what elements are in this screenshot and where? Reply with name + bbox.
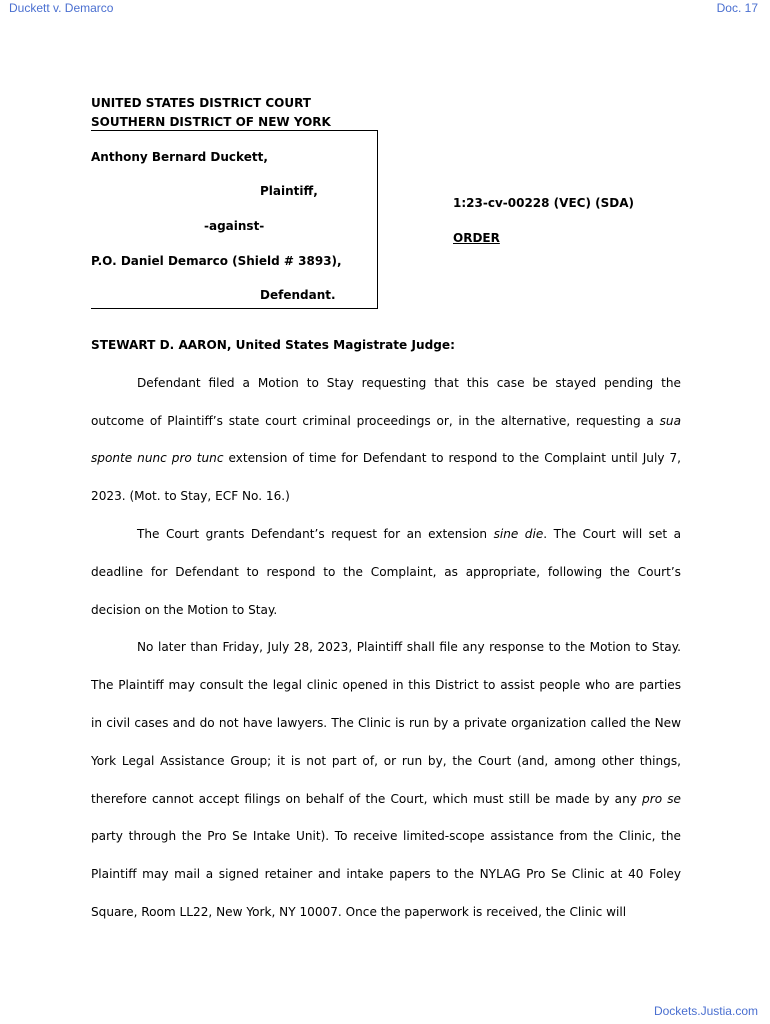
paragraph-2-text-b: . The Court will set a deadline for Defendant to respond to the Complaint, as appropriate, following the Court’s decision on the Motion to Stay. bbox=[91, 526, 682, 617]
plaintiff-role: Plaintiff, bbox=[260, 184, 318, 198]
paragraph-1 bbox=[91, 365, 681, 516]
paragraph-2-text-a: The Court grants Defendant’s request for an extension bbox=[137, 526, 494, 541]
paragraph-2-italic: sine die bbox=[493, 526, 544, 541]
court-heading bbox=[91, 94, 331, 132]
plaintiff-name: Anthony Bernard Duckett, bbox=[91, 150, 268, 164]
paragraph-1-text-a: Defendant filed a Motion to Stay requesting that this case be stayed pending the outcome of Plaintiff’s state court criminal proceedings or, in the alternative, requesting a bbox=[91, 375, 681, 428]
defendant-role: Defendant. bbox=[260, 288, 336, 302]
source-footer-link[interactable]: Dockets.Justia.com bbox=[653, 1004, 758, 1018]
paragraph-2 bbox=[91, 516, 681, 629]
case-title-link[interactable]: Duckett v. Demarco bbox=[9, 1, 114, 15]
case-caption-box bbox=[91, 130, 378, 309]
court-district: SOUTHERN DISTRICT OF NEW YORK bbox=[91, 115, 331, 129]
document-type: ORDER bbox=[453, 231, 500, 245]
versus-label: -against- bbox=[204, 219, 265, 233]
court-name: UNITED STATES DISTRICT COURT bbox=[91, 96, 311, 110]
paragraph-3 bbox=[91, 629, 681, 931]
case-number: 1:23-cv-00228 (VEC) (SDA) bbox=[453, 196, 634, 210]
defendant-name: P.O. Daniel Demarco (Shield # 3893), bbox=[91, 254, 342, 268]
paragraph-3-text-b: party through the Pro Se Intake Unit). To receive limited-scope assistance from the Clinic, the Plaintiff may mail a signed retainer and intake papers to the NYLAG Pro Se Clinic at 40 Foley Square, Room LL22, New York, NY 10007. Once the paperwork is received, the Clinic will bbox=[91, 829, 681, 919]
order-body bbox=[91, 327, 681, 932]
document-number-link[interactable]: Doc. 17 bbox=[716, 1, 758, 15]
paragraph-3-italic: pro se bbox=[642, 791, 681, 806]
paragraph-1-text-b: extension of time for Defendant to respond to the Complaint until July 7, 2023. (Mot. to Stay, ECF No. 16.) bbox=[91, 451, 681, 504]
judge-line: STEWART D. AARON, United States Magistrate Judge: bbox=[91, 338, 455, 352]
paragraph-3-text-a: No later than Friday, July 28, 2023, Plaintiff shall file any response to the Motion to Stay. The Plaintiff may consult the legal clinic opened in this District to assist people who are parties in civil cases and do not have lawyers. The Clinic is run by a private organization called the New York Legal Assistance Group; it is not part of, or run by, the Court (and, among other things, therefore cannot accept filings on behalf of the Court, which must still be made by any bbox=[91, 640, 681, 806]
paragraph-1-italic: sua sponte nunc pro tunc bbox=[91, 413, 681, 466]
